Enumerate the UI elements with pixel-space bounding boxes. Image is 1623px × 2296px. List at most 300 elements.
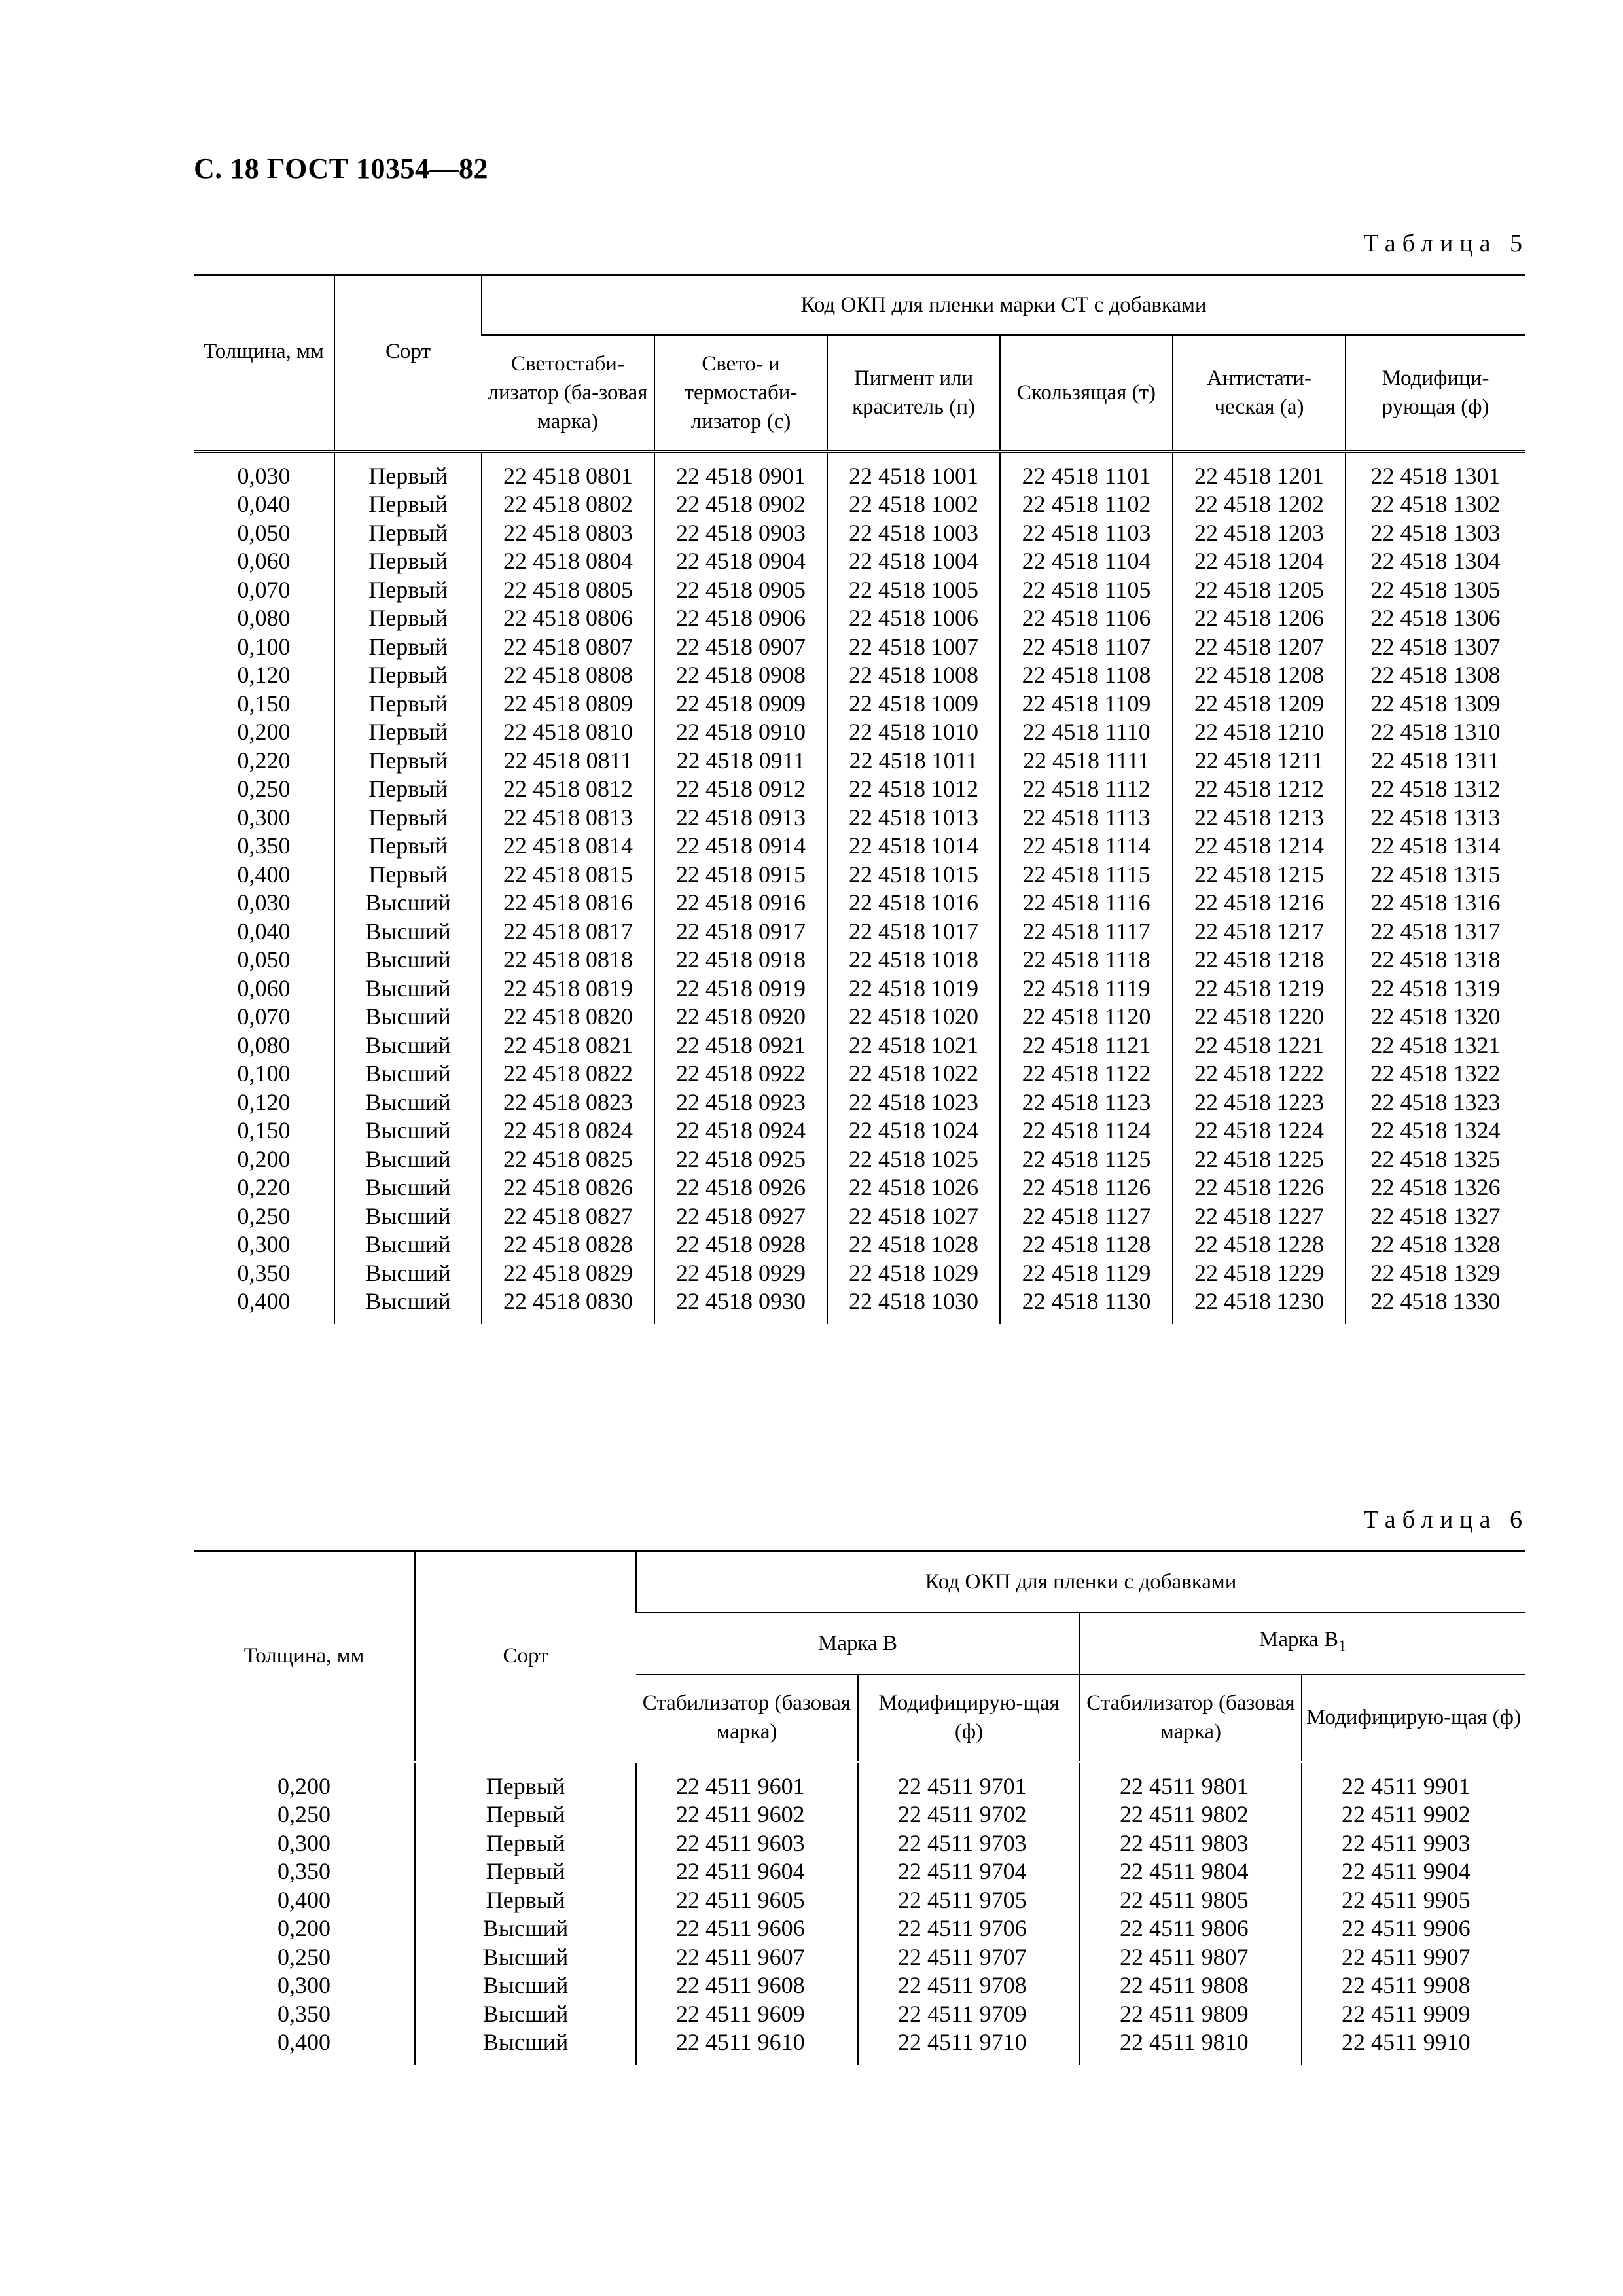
thickness-cell: 0,350: [277, 1858, 330, 1884]
okp-code-cell: 22 4518 1205: [1173, 576, 1346, 605]
grade-cell: Высший: [334, 975, 482, 1003]
okp-code-cell: 22 4518 1020: [827, 1003, 1000, 1031]
okp-code-cell: 22 4518 1316: [1346, 889, 1525, 918]
grade-cell: Высший: [334, 1259, 482, 1288]
table-row: [194, 1202, 1525, 1231]
thickness-cell: 0,350: [237, 833, 291, 859]
thickness-cell: 0,070: [237, 1003, 291, 1030]
okp-code-cell: 22 4518 1220: [1173, 1003, 1346, 1031]
thickness-cell: 0,150: [237, 1117, 291, 1143]
okp-code-cell: 22 4518 0819: [482, 975, 654, 1003]
okp-code-cell: 22 4511 9907: [1302, 1943, 1525, 1972]
table-row: [194, 1088, 1525, 1117]
okp-code-cell: 22 4511 9901: [1302, 1762, 1525, 1801]
grade-cell: Высший: [415, 1943, 636, 1972]
okp-code-cell: 22 4518 1218: [1173, 946, 1346, 975]
okp-code-cell: 22 4518 1330: [1346, 1287, 1525, 1324]
okp-code-cell: 22 4518 1115: [1000, 861, 1173, 889]
table-row: [194, 1829, 1525, 1858]
okp-code-cell: 22 4518 0901: [654, 452, 827, 491]
okp-code-cell: 22 4518 1225: [1173, 1145, 1346, 1174]
okp-code-cell: 22 4511 9808: [1080, 1971, 1302, 2000]
okp-code-cell: 22 4518 1127: [1000, 1202, 1173, 1231]
table5-header-col: Свето- и термостаби-лизатор (с): [654, 335, 827, 452]
grade-cell: Первый: [334, 490, 482, 519]
okp-code-cell: 22 4511 9610: [636, 2028, 858, 2065]
grade-cell: Высший: [334, 1145, 482, 1174]
okp-code-cell: 22 4518 1013: [827, 804, 1000, 833]
okp-code-cell: 22 4518 1102: [1000, 490, 1173, 519]
okp-code-cell: 22 4518 0912: [654, 775, 827, 804]
okp-code-cell: 22 4518 1214: [1173, 832, 1346, 861]
okp-code-cell: 22 4518 0813: [482, 804, 654, 833]
okp-code-cell: 22 4511 9803: [1080, 1829, 1302, 1858]
okp-code-cell: 22 4518 0822: [482, 1060, 654, 1088]
okp-code-cell: 22 4518 1328: [1346, 1230, 1525, 1259]
okp-code-cell: 22 4511 9706: [858, 1914, 1080, 1943]
okp-code-cell: 22 4511 9710: [858, 2028, 1080, 2065]
okp-code-cell: 22 4518 1015: [827, 861, 1000, 889]
thickness-cell: 0,350: [277, 2000, 330, 2027]
grade-cell: Первый: [415, 1886, 636, 1915]
brand-b1-text: Марка В: [1259, 1628, 1338, 1652]
okp-code-cell: 22 4518 1109: [1000, 690, 1173, 719]
table-row: [194, 946, 1525, 975]
thickness-cell: 0,200: [237, 719, 291, 745]
okp-code-cell: 22 4518 0830: [482, 1287, 654, 1324]
okp-code-cell: 22 4518 0928: [654, 1230, 827, 1259]
thickness-cell: 0,100: [237, 1060, 291, 1086]
table-row: [194, 633, 1525, 662]
okp-code-cell: 22 4511 9902: [1302, 1801, 1525, 1829]
okp-code-cell: 22 4518 1009: [827, 690, 1000, 719]
thickness-cell: 0,300: [277, 1829, 330, 1856]
okp-code-cell: 22 4518 0803: [482, 519, 654, 548]
okp-code-cell: 22 4518 0926: [654, 1174, 827, 1202]
okp-code-cell: 22 4518 1129: [1000, 1259, 1173, 1288]
grade-cell: Первый: [334, 452, 482, 491]
okp-code-cell: 22 4511 9602: [636, 1801, 858, 1829]
okp-code-cell: 22 4511 9701: [858, 1762, 1080, 1801]
okp-code-cell: 22 4511 9606: [636, 1914, 858, 1943]
okp-code-cell: 22 4518 1005: [827, 576, 1000, 605]
okp-code-cell: 22 4518 1101: [1000, 452, 1173, 491]
thickness-cell: 0,120: [237, 1088, 291, 1115]
okp-code-cell: 22 4518 0909: [654, 690, 827, 719]
thickness-cell: 0,030: [237, 889, 291, 916]
grade-cell: Первый: [334, 576, 482, 605]
okp-code-cell: 22 4518 0905: [654, 576, 827, 605]
thickness-cell: 0,080: [237, 605, 291, 631]
grade-cell: Первый: [334, 604, 482, 633]
okp-code-cell: 22 4518 1021: [827, 1031, 1000, 1060]
table-row: [194, 661, 1525, 690]
okp-code-cell: 22 4518 1026: [827, 1174, 1000, 1202]
table-row: [194, 747, 1525, 776]
grade-cell: Высший: [334, 1088, 482, 1117]
okp-code-cell: 22 4518 1024: [827, 1117, 1000, 1145]
okp-code-cell: 22 4518 1210: [1173, 718, 1346, 747]
okp-code-cell: 22 4518 1221: [1173, 1031, 1346, 1060]
okp-code-cell: 22 4511 9707: [858, 1943, 1080, 1972]
okp-code-cell: 22 4511 9809: [1080, 2000, 1302, 2029]
okp-code-cell: 22 4518 0918: [654, 946, 827, 975]
okp-code-cell: 22 4518 1112: [1000, 775, 1173, 804]
grade-cell: Первый: [334, 661, 482, 690]
okp-code-cell: 22 4518 1121: [1000, 1031, 1173, 1060]
okp-code-cell: 22 4518 1313: [1346, 804, 1525, 833]
okp-code-cell: 22 4518 0927: [654, 1202, 827, 1231]
okp-code-cell: 22 4518 0906: [654, 604, 827, 633]
okp-code-cell: 22 4518 1103: [1000, 519, 1173, 548]
thickness-cell: 0,400: [237, 861, 291, 888]
okp-code-cell: 22 4518 1319: [1346, 975, 1525, 1003]
okp-code-cell: 22 4518 0930: [654, 1287, 827, 1324]
okp-code-cell: 22 4518 0919: [654, 975, 827, 1003]
okp-code-cell: 22 4518 1310: [1346, 718, 1525, 747]
okp-code-cell: 22 4518 1114: [1000, 832, 1173, 861]
thickness-cell: 0,400: [277, 2029, 330, 2055]
grade-cell: Высший: [415, 1971, 636, 2000]
table-row: [194, 1857, 1525, 1886]
grade-cell: Первый: [415, 1762, 636, 1801]
grade-cell: Высший: [334, 889, 482, 918]
table-row: [194, 1971, 1525, 2000]
okp-code-cell: 22 4518 1206: [1173, 604, 1346, 633]
thickness-cell: 0,300: [237, 804, 291, 831]
okp-code-cell: 22 4518 1322: [1346, 1060, 1525, 1088]
thickness-cell: 0,150: [237, 690, 291, 717]
thickness-cell: 0,400: [277, 1886, 330, 1913]
okp-code-cell: 22 4518 1107: [1000, 633, 1173, 662]
table5-header-group: Код ОКП для пленки марки СТ с добавками: [482, 275, 1525, 335]
grade-cell: Первый: [415, 1801, 636, 1829]
okp-code-cell: 22 4511 9905: [1302, 1886, 1525, 1915]
okp-code-cell: 22 4518 0911: [654, 747, 827, 776]
okp-code-cell: 22 4511 9605: [636, 1886, 858, 1915]
okp-code-cell: 22 4518 1315: [1346, 861, 1525, 889]
okp-code-cell: 22 4518 0815: [482, 861, 654, 889]
okp-code-cell: 22 4518 1106: [1000, 604, 1173, 633]
okp-code-cell: 22 4518 1230: [1173, 1287, 1346, 1324]
table6-caption: Таблица 6: [1363, 1506, 1529, 1534]
okp-code-cell: 22 4511 9810: [1080, 2028, 1302, 2065]
okp-code-cell: 22 4511 9603: [636, 1829, 858, 1858]
table-row: [194, 547, 1525, 576]
thickness-cell: 0,250: [237, 1202, 291, 1229]
okp-code-cell: 22 4518 0913: [654, 804, 827, 833]
table-row: [194, 690, 1525, 719]
thickness-cell: 0,250: [237, 776, 291, 802]
grade-cell: Первый: [334, 519, 482, 548]
table-row: [194, 1145, 1525, 1174]
okp-code-cell: 22 4518 1003: [827, 519, 1000, 548]
table-row: [194, 1003, 1525, 1031]
table6: [194, 1550, 1525, 2065]
okp-code-cell: 22 4518 0804: [482, 547, 654, 576]
table-row: [194, 1287, 1525, 1324]
okp-code-cell: 22 4518 1312: [1346, 775, 1525, 804]
okp-code-cell: 22 4518 0816: [482, 889, 654, 918]
okp-code-cell: 22 4518 1213: [1173, 804, 1346, 833]
okp-code-cell: 22 4518 1201: [1173, 452, 1346, 491]
okp-code-cell: 22 4518 1209: [1173, 690, 1346, 719]
table5-header-col: Антистати-ческая (а): [1173, 335, 1346, 452]
table-row: [194, 576, 1525, 605]
okp-code-cell: 22 4518 0812: [482, 775, 654, 804]
okp-code-cell: 22 4518 1023: [827, 1088, 1000, 1117]
okp-code-cell: 22 4518 1302: [1346, 490, 1525, 519]
okp-code-cell: 22 4518 0915: [654, 861, 827, 889]
okp-code-cell: 22 4518 1122: [1000, 1060, 1173, 1088]
okp-code-cell: 22 4518 0820: [482, 1003, 654, 1031]
okp-code-cell: 22 4518 0818: [482, 946, 654, 975]
okp-code-cell: 22 4518 0920: [654, 1003, 827, 1031]
grade-cell: Первый: [334, 547, 482, 576]
okp-code-cell: 22 4511 9807: [1080, 1943, 1302, 1972]
okp-code-cell: 22 4518 1323: [1346, 1088, 1525, 1117]
grade-cell: Высший: [334, 918, 482, 946]
okp-code-cell: 22 4518 0916: [654, 889, 827, 918]
okp-code-cell: 22 4518 0823: [482, 1088, 654, 1117]
table-row: [194, 861, 1525, 889]
table-row: [194, 2000, 1525, 2029]
okp-code-cell: 22 4518 0907: [654, 633, 827, 662]
okp-code-cell: 22 4518 1011: [827, 747, 1000, 776]
okp-code-cell: 22 4518 0903: [654, 519, 827, 548]
okp-code-cell: 22 4511 9804: [1080, 1857, 1302, 1886]
thickness-cell: 0,080: [237, 1031, 291, 1058]
okp-code-cell: 22 4518 1130: [1000, 1287, 1173, 1324]
okp-code-cell: 22 4518 1216: [1173, 889, 1346, 918]
grade-cell: Высший: [334, 1031, 482, 1060]
grade-cell: Высший: [415, 2000, 636, 2029]
okp-code-cell: 22 4511 9806: [1080, 1914, 1302, 1943]
thickness-cell: 0,120: [237, 662, 291, 688]
okp-code-cell: 22 4518 1307: [1346, 633, 1525, 662]
okp-code-cell: 22 4518 1017: [827, 918, 1000, 946]
okp-code-cell: 22 4518 1321: [1346, 1031, 1525, 1060]
okp-code-cell: 22 4518 1203: [1173, 519, 1346, 548]
okp-code-cell: 22 4518 1211: [1173, 747, 1346, 776]
grade-cell: Высший: [334, 946, 482, 975]
okp-code-cell: 22 4511 9908: [1302, 1971, 1525, 2000]
okp-code-cell: 22 4518 1326: [1346, 1174, 1525, 1202]
okp-code-cell: 22 4511 9609: [636, 2000, 858, 2029]
thickness-cell: 0,050: [237, 519, 291, 546]
okp-code-cell: 22 4518 1124: [1000, 1117, 1173, 1145]
okp-code-cell: 22 4518 1212: [1173, 775, 1346, 804]
table-row: [194, 804, 1525, 833]
okp-code-cell: 22 4518 0808: [482, 661, 654, 690]
thickness-cell: 0,060: [237, 548, 291, 574]
okp-code-cell: 22 4518 1304: [1346, 547, 1525, 576]
grade-cell: Высший: [334, 1003, 482, 1031]
okp-code-cell: 22 4518 0827: [482, 1202, 654, 1231]
table-row: [194, 975, 1525, 1003]
okp-code-cell: 22 4518 1227: [1173, 1202, 1346, 1231]
okp-code-cell: 22 4518 1113: [1000, 804, 1173, 833]
okp-code-cell: 22 4511 9709: [858, 2000, 1080, 2029]
thickness-cell: 0,300: [237, 1231, 291, 1257]
thickness-cell: 0,300: [277, 1972, 330, 1998]
table6-body: [194, 1762, 1525, 2065]
okp-code-cell: 22 4518 1324: [1346, 1117, 1525, 1145]
okp-code-cell: 22 4518 1108: [1000, 661, 1173, 690]
okp-code-cell: 22 4518 1320: [1346, 1003, 1525, 1031]
okp-code-cell: 22 4518 1311: [1346, 747, 1525, 776]
okp-code-cell: 22 4518 1008: [827, 661, 1000, 690]
okp-code-cell: 22 4518 1318: [1346, 946, 1525, 975]
okp-code-cell: 22 4518 1219: [1173, 975, 1346, 1003]
thickness-cell: 0,200: [277, 1772, 330, 1799]
okp-code-cell: 22 4511 9802: [1080, 1801, 1302, 1829]
table5-header-col: Скользящая (т): [1000, 335, 1173, 452]
okp-code-cell: 22 4518 1028: [827, 1230, 1000, 1259]
table-row: [194, 1230, 1525, 1259]
okp-code-cell: 22 4518 1128: [1000, 1230, 1173, 1259]
okp-code-cell: 22 4511 9904: [1302, 1857, 1525, 1886]
table5-caption: Таблица 5: [1363, 230, 1529, 257]
okp-code-cell: 22 4518 0807: [482, 633, 654, 662]
okp-code-cell: 22 4518 1002: [827, 490, 1000, 519]
okp-code-cell: 22 4518 1226: [1173, 1174, 1346, 1202]
table6-header-group: Код ОКП для пленки с добавками: [636, 1551, 1525, 1613]
table6-header-col: Модифицирую-щая (ф): [1302, 1674, 1525, 1762]
grade-cell: Высший: [334, 1117, 482, 1145]
okp-code-cell: 22 4518 1016: [827, 889, 1000, 918]
table6-header-col: Стабилизатор (базовая марка): [636, 1674, 858, 1762]
okp-code-cell: 22 4518 1314: [1346, 832, 1525, 861]
grade-cell: Первый: [334, 690, 482, 719]
okp-code-cell: 22 4518 1119: [1000, 975, 1173, 1003]
okp-code-cell: 22 4511 9910: [1302, 2028, 1525, 2065]
okp-code-cell: 22 4518 1007: [827, 633, 1000, 662]
okp-code-cell: 22 4518 1325: [1346, 1145, 1525, 1174]
okp-code-cell: 22 4518 0829: [482, 1259, 654, 1288]
table-row: [194, 1031, 1525, 1060]
thickness-cell: 0,220: [237, 1174, 291, 1200]
okp-code-cell: 22 4511 9906: [1302, 1914, 1525, 1943]
table6-header-col: Модифицирую-щая (ф): [858, 1674, 1080, 1762]
table5-header-thickness: Толщина, мм: [194, 275, 334, 452]
okp-code-cell: 22 4518 1204: [1173, 547, 1346, 576]
table-row: [194, 1914, 1525, 1943]
table5: [194, 274, 1525, 1324]
okp-code-cell: 22 4518 1027: [827, 1202, 1000, 1231]
okp-code-cell: 22 4518 0824: [482, 1117, 654, 1145]
okp-code-cell: 22 4511 9703: [858, 1829, 1080, 1858]
table-row: [194, 832, 1525, 861]
okp-code-cell: 22 4518 0914: [654, 832, 827, 861]
okp-code-cell: 22 4518 0806: [482, 604, 654, 633]
okp-code-cell: 22 4518 1018: [827, 946, 1000, 975]
okp-code-cell: 22 4518 1202: [1173, 490, 1346, 519]
okp-code-cell: 22 4518 1207: [1173, 633, 1346, 662]
okp-code-cell: 22 4511 9604: [636, 1857, 858, 1886]
grade-cell: Первый: [334, 832, 482, 861]
okp-code-cell: 22 4518 1229: [1173, 1259, 1346, 1288]
okp-code-cell: 22 4518 0805: [482, 576, 654, 605]
okp-code-cell: 22 4518 1305: [1346, 576, 1525, 605]
table6-header-brand-b: Марка В: [636, 1613, 1080, 1674]
table-row: [194, 1259, 1525, 1288]
okp-code-cell: 22 4518 1120: [1000, 1003, 1173, 1031]
okp-code-cell: 22 4518 0828: [482, 1230, 654, 1259]
okp-code-cell: 22 4518 0811: [482, 747, 654, 776]
table-row: [194, 2028, 1525, 2065]
okp-code-cell: 22 4518 1228: [1173, 1230, 1346, 1259]
grade-cell: Высший: [334, 1230, 482, 1259]
okp-code-cell: 22 4518 0814: [482, 832, 654, 861]
okp-code-cell: 22 4518 0917: [654, 918, 827, 946]
okp-code-cell: 22 4518 0922: [654, 1060, 827, 1088]
grade-cell: Первый: [334, 861, 482, 889]
grade-cell: Первый: [415, 1829, 636, 1858]
okp-code-cell: 22 4518 1123: [1000, 1088, 1173, 1117]
table6-header-thickness: Толщина, мм: [194, 1551, 415, 1762]
grade-cell: Высший: [334, 1174, 482, 1202]
table-row: [194, 718, 1525, 747]
okp-code-cell: 22 4518 0826: [482, 1174, 654, 1202]
table-row: [194, 519, 1525, 548]
okp-code-cell: 22 4518 0904: [654, 547, 827, 576]
thickness-cell: 0,350: [237, 1259, 291, 1286]
okp-code-cell: 22 4518 1223: [1173, 1088, 1346, 1117]
okp-code-cell: 22 4518 1329: [1346, 1259, 1525, 1288]
okp-code-cell: 22 4511 9903: [1302, 1829, 1525, 1858]
okp-code-cell: 22 4518 0910: [654, 718, 827, 747]
thickness-cell: 0,050: [237, 946, 291, 973]
okp-code-cell: 22 4518 0908: [654, 661, 827, 690]
grade-cell: Высший: [415, 1914, 636, 1943]
table-row: [194, 1762, 1525, 1801]
okp-code-cell: 22 4518 0929: [654, 1259, 827, 1288]
okp-code-cell: 22 4511 9607: [636, 1943, 858, 1972]
okp-code-cell: 22 4518 1012: [827, 775, 1000, 804]
thickness-cell: 0,100: [237, 633, 291, 660]
grade-cell: Первый: [334, 775, 482, 804]
okp-code-cell: 22 4518 1110: [1000, 718, 1173, 747]
okp-code-cell: 22 4518 1303: [1346, 519, 1525, 548]
table5-header-grade: Сорт: [334, 275, 482, 452]
grade-cell: Первый: [334, 718, 482, 747]
grade-cell: Первый: [334, 804, 482, 833]
table5-header-col: Светостаби-лизатор (ба-зовая марка): [482, 335, 654, 452]
okp-code-cell: 22 4511 9705: [858, 1886, 1080, 1915]
okp-code-cell: 22 4511 9801: [1080, 1762, 1302, 1801]
okp-code-cell: 22 4518 1125: [1000, 1145, 1173, 1174]
thickness-cell: 0,220: [237, 747, 291, 774]
thickness-cell: 0,040: [237, 491, 291, 517]
okp-code-cell: 22 4518 0921: [654, 1031, 827, 1060]
okp-code-cell: 22 4518 1105: [1000, 576, 1173, 605]
table-row: [194, 452, 1525, 491]
okp-code-cell: 22 4518 1217: [1173, 918, 1346, 946]
okp-code-cell: 22 4518 1308: [1346, 661, 1525, 690]
brand-b1-subscript: 1: [1338, 1638, 1346, 1655]
table-row: [194, 1801, 1525, 1829]
okp-code-cell: 22 4518 0925: [654, 1145, 827, 1174]
thickness-cell: 0,060: [237, 975, 291, 1001]
table6-header-brand-b1: [1080, 1613, 1525, 1674]
okp-code-cell: 22 4518 1030: [827, 1287, 1000, 1324]
table-row: [194, 1060, 1525, 1088]
table-row: [194, 775, 1525, 804]
okp-code-cell: 22 4518 0810: [482, 718, 654, 747]
okp-code-cell: 22 4511 9601: [636, 1762, 858, 1801]
okp-code-cell: 22 4511 9608: [636, 1971, 858, 2000]
